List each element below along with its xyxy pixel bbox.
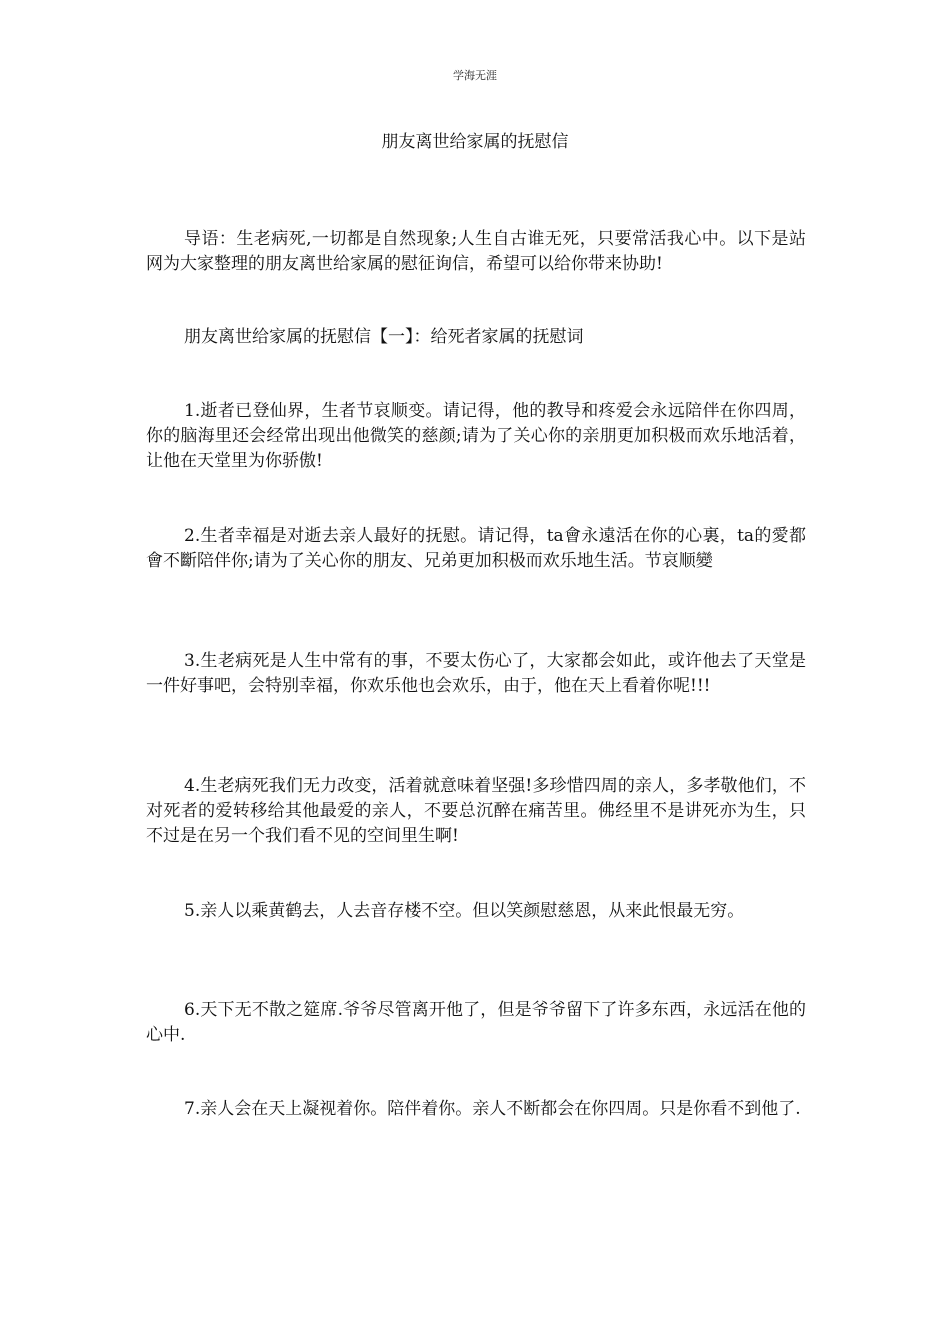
- paragraph-item-4: 4.生老病死我们无力改变，活着就意味着坚强!多珍惜四周的亲人，多孝敬他们，不对死者的爱转移给其他最爱的亲人，不要总沉醉在痛苦里。佛经里不是讲死亦为生，只不过是在另一个我们看不见的空间里生啊!: [146, 776, 806, 846]
- paragraph-item-5: 5.亲人以乘黄鹤去，人去音存楼不空。但以笑颜慰慈恩，从来此恨最无穷。: [184, 901, 745, 921]
- paragraph-item-7: 7.亲人会在天上凝视着你。陪伴着你。亲人不断都会在你四周。只是你看不到他了.: [184, 1099, 801, 1119]
- intro-paragraph: 导语：生老病死,一切都是自然现象;人生自古谁无死，只要常活我心中。以下是站网为大家整理的朋友离世给家属的慰征询信，希望可以给你带来协助!: [146, 229, 806, 274]
- section-heading: 朋友离世给家属的抚慰信【一】：给死者家属的抚慰词: [184, 327, 584, 347]
- page-header: 学海无涯: [453, 69, 497, 82]
- paragraph-item-6: 6.天下无不散之筵席.爷爷尽管离开他了，但是爷爷留下了许多东西，永远活在他的心中.: [146, 1000, 806, 1045]
- paragraph-item-2: 2.生者幸福是对逝去亲人最好的抚慰。请记得，ta會永遠活在你的心裏，ta的愛都會不斷陪伴你;请为了关心你的朋友、兄弟更加积极而欢乐地生活。节哀顺變: [146, 526, 806, 571]
- paragraph-item-1: 1.逝者已登仙界，生者节哀顺变。请记得，他的教导和疼爱会永远陪伴在你四周，你的脑海里还会经常出现出他微笑的慈颜;请为了关心你的亲朋更加积极而欢乐地活着，让他在天堂里为你骄傲!: [146, 401, 806, 471]
- paragraph-item-3: 3.生老病死是人生中常有的事，不要太伤心了，大家都会如此，或许他去了天堂是一件好事吧，会特别幸福，你欢乐他也会欢乐，由于，他在天上看着你呢!!!: [146, 651, 806, 696]
- document-title: 朋友离世给家属的抚慰信: [381, 132, 569, 152]
